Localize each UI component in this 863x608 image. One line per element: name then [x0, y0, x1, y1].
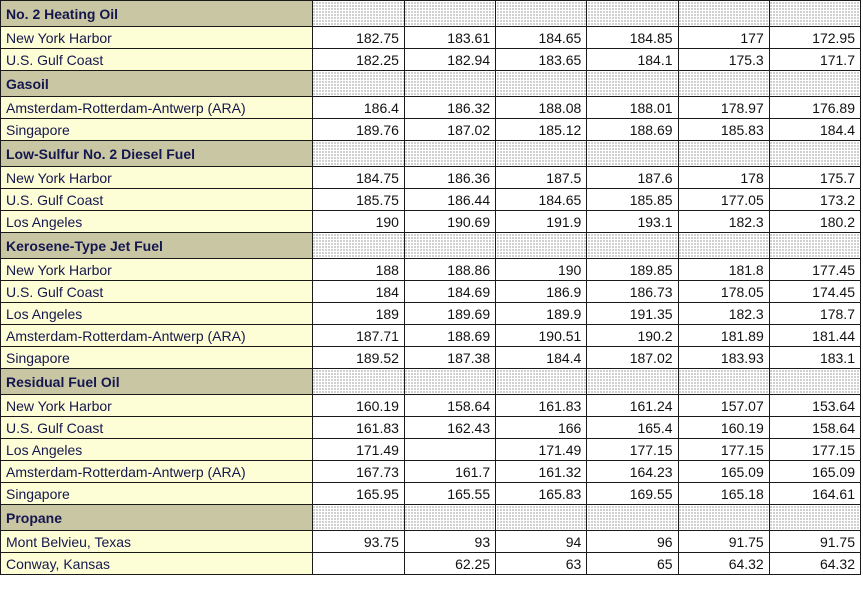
section-fill-cell — [678, 369, 769, 395]
row-label: U.S. Gulf Coast — [1, 417, 313, 439]
table-row — [1, 259, 861, 281]
price-cell: 188.01 — [587, 97, 678, 119]
price-cell: 177 — [678, 27, 769, 49]
section-fill-cell — [587, 141, 678, 167]
price-cell: 96 — [587, 531, 678, 553]
price-cell: 187.38 — [404, 347, 495, 369]
price-cell: 187.5 — [496, 167, 587, 189]
section-fill-cell — [404, 505, 495, 531]
price-cell: 173.2 — [769, 189, 860, 211]
price-cell: 93 — [404, 531, 495, 553]
section-fill-cell — [678, 71, 769, 97]
price-cell: 183.93 — [678, 347, 769, 369]
price-cell: 184.65 — [496, 189, 587, 211]
price-cell: 188.86 — [404, 259, 495, 281]
price-cell: 177.15 — [769, 439, 860, 461]
price-cell: 172.95 — [769, 27, 860, 49]
table-row — [1, 531, 861, 553]
price-cell: 164.23 — [587, 461, 678, 483]
section-fill-cell — [496, 1, 587, 27]
price-cell: 187.6 — [587, 167, 678, 189]
price-cell: 184.4 — [769, 119, 860, 141]
row-label: Los Angeles — [1, 439, 313, 461]
table-row — [1, 439, 861, 461]
price-cell: 183.61 — [404, 27, 495, 49]
section-fill-cell — [404, 233, 495, 259]
price-cell: 185.83 — [678, 119, 769, 141]
price-cell: 181.44 — [769, 325, 860, 347]
section-fill-cell — [769, 369, 860, 395]
price-cell: 161.32 — [496, 461, 587, 483]
price-cell — [312, 553, 404, 575]
price-cell: 175.7 — [769, 167, 860, 189]
row-label: U.S. Gulf Coast — [1, 281, 313, 303]
price-cell: 188.08 — [496, 97, 587, 119]
price-cell: 189 — [312, 303, 404, 325]
table-row — [1, 49, 861, 71]
table-row — [1, 97, 861, 119]
price-cell: 94 — [496, 531, 587, 553]
price-cell: 184.65 — [496, 27, 587, 49]
price-cell: 93.75 — [312, 531, 404, 553]
section-fill-cell — [587, 369, 678, 395]
section-fill-cell — [587, 505, 678, 531]
price-cell: 153.64 — [769, 395, 860, 417]
section-fill-cell — [404, 1, 495, 27]
section-title: Propane — [1, 505, 313, 531]
section-header-row — [1, 369, 861, 395]
table-row — [1, 417, 861, 439]
price-cell: 189.69 — [404, 303, 495, 325]
table-row — [1, 553, 861, 575]
price-cell: 165.09 — [678, 461, 769, 483]
row-label: Singapore — [1, 119, 313, 141]
price-cell: 184.85 — [587, 27, 678, 49]
price-cell: 160.19 — [312, 395, 404, 417]
row-label: Amsterdam-Rotterdam-Antwerp (ARA) — [1, 461, 313, 483]
price-cell: 190 — [496, 259, 587, 281]
section-fill-cell — [769, 505, 860, 531]
price-cell: 171.49 — [312, 439, 404, 461]
section-fill-cell — [312, 141, 404, 167]
section-title: Residual Fuel Oil — [1, 369, 313, 395]
row-label: New York Harbor — [1, 259, 313, 281]
price-cell: 64.32 — [678, 553, 769, 575]
price-cell: 178.05 — [678, 281, 769, 303]
table-row — [1, 281, 861, 303]
price-cell: 184.69 — [404, 281, 495, 303]
section-fill-cell — [312, 1, 404, 27]
price-cell: 178.97 — [678, 97, 769, 119]
price-cell: 184 — [312, 281, 404, 303]
price-cell: 65 — [587, 553, 678, 575]
section-fill-cell — [496, 369, 587, 395]
section-title: Low-Sulfur No. 2 Diesel Fuel — [1, 141, 313, 167]
section-fill-cell — [678, 505, 769, 531]
section-header-row — [1, 1, 861, 27]
price-cell: 165.18 — [678, 483, 769, 505]
price-cell: 185.75 — [312, 189, 404, 211]
price-cell: 177.45 — [769, 259, 860, 281]
row-label: Singapore — [1, 483, 313, 505]
price-cell: 161.83 — [496, 395, 587, 417]
section-fill-cell — [312, 233, 404, 259]
price-cell: 177.15 — [678, 439, 769, 461]
price-cell: 182.3 — [678, 303, 769, 325]
price-cell: 189.76 — [312, 119, 404, 141]
price-cell: 186.4 — [312, 97, 404, 119]
row-label: U.S. Gulf Coast — [1, 49, 313, 71]
price-cell: 187.02 — [587, 347, 678, 369]
price-cell: 181.89 — [678, 325, 769, 347]
table-row — [1, 303, 861, 325]
price-cell: 186.36 — [404, 167, 495, 189]
price-cell: 193.1 — [587, 211, 678, 233]
price-cell: 186.9 — [496, 281, 587, 303]
price-cell: 185.12 — [496, 119, 587, 141]
price-cell: 178.7 — [769, 303, 860, 325]
row-label: New York Harbor — [1, 395, 313, 417]
price-cell: 161.83 — [312, 417, 404, 439]
price-cell: 180.2 — [769, 211, 860, 233]
price-cell: 184.1 — [587, 49, 678, 71]
price-cell: 189.85 — [587, 259, 678, 281]
price-cell: 183.65 — [496, 49, 587, 71]
section-fill-cell — [678, 141, 769, 167]
price-cell: 187.71 — [312, 325, 404, 347]
price-cell: 91.75 — [678, 531, 769, 553]
price-cell: 190.69 — [404, 211, 495, 233]
row-label: U.S. Gulf Coast — [1, 189, 313, 211]
price-cell: 188.69 — [587, 119, 678, 141]
section-fill-cell — [404, 71, 495, 97]
table-row — [1, 461, 861, 483]
price-cell: 190.51 — [496, 325, 587, 347]
section-fill-cell — [496, 233, 587, 259]
price-cell: 91.75 — [769, 531, 860, 553]
price-cell: 182.3 — [678, 211, 769, 233]
price-cell: 184.4 — [496, 347, 587, 369]
price-cell: 177.15 — [587, 439, 678, 461]
section-fill-cell — [678, 1, 769, 27]
row-label: New York Harbor — [1, 167, 313, 189]
price-cell: 191.9 — [496, 211, 587, 233]
table-row — [1, 483, 861, 505]
price-cell: 182.94 — [404, 49, 495, 71]
price-cell: 164.61 — [769, 483, 860, 505]
price-cell: 182.25 — [312, 49, 404, 71]
row-label: Conway, Kansas — [1, 553, 313, 575]
section-fill-cell — [312, 505, 404, 531]
price-cell: 188 — [312, 259, 404, 281]
table-row — [1, 27, 861, 49]
price-cell: 64.32 — [769, 553, 860, 575]
price-cell: 189.9 — [496, 303, 587, 325]
price-cell: 189.52 — [312, 347, 404, 369]
section-title: Gasoil — [1, 71, 313, 97]
price-cell: 162.43 — [404, 417, 495, 439]
price-cell: 157.07 — [678, 395, 769, 417]
price-cell: 62.25 — [404, 553, 495, 575]
price-cell: 185.85 — [587, 189, 678, 211]
section-fill-cell — [587, 1, 678, 27]
table-row — [1, 395, 861, 417]
section-fill-cell — [404, 141, 495, 167]
table-row — [1, 211, 861, 233]
price-cell: 174.45 — [769, 281, 860, 303]
price-cell: 169.55 — [587, 483, 678, 505]
price-cell: 167.73 — [312, 461, 404, 483]
price-cell: 188.69 — [404, 325, 495, 347]
section-title: No. 2 Heating Oil — [1, 1, 313, 27]
section-fill-cell — [678, 233, 769, 259]
price-cell: 165.95 — [312, 483, 404, 505]
section-fill-cell — [496, 71, 587, 97]
price-cell: 183.1 — [769, 347, 860, 369]
row-label: New York Harbor — [1, 27, 313, 49]
row-label: Los Angeles — [1, 211, 313, 233]
price-cell: 186.32 — [404, 97, 495, 119]
price-cell: 165.4 — [587, 417, 678, 439]
section-header-row — [1, 71, 861, 97]
section-fill-cell — [769, 141, 860, 167]
price-cell: 160.19 — [678, 417, 769, 439]
price-cell: 161.24 — [587, 395, 678, 417]
price-cell: 181.8 — [678, 259, 769, 281]
price-cell: 158.64 — [404, 395, 495, 417]
price-cell: 186.44 — [404, 189, 495, 211]
price-cell: 177.05 — [678, 189, 769, 211]
price-cell: 63 — [496, 553, 587, 575]
section-header-row — [1, 505, 861, 531]
section-fill-cell — [769, 1, 860, 27]
price-cell: 165.83 — [496, 483, 587, 505]
price-cell: 171.49 — [496, 439, 587, 461]
table-row — [1, 347, 861, 369]
price-cell: 178 — [678, 167, 769, 189]
section-header-row — [1, 233, 861, 259]
table-row — [1, 167, 861, 189]
section-fill-cell — [769, 233, 860, 259]
section-fill-cell — [496, 141, 587, 167]
price-table-body — [1, 1, 861, 575]
price-cell: 190 — [312, 211, 404, 233]
row-label: Los Angeles — [1, 303, 313, 325]
section-fill-cell — [769, 71, 860, 97]
price-cell: 191.35 — [587, 303, 678, 325]
price-cell: 161.7 — [404, 461, 495, 483]
price-cell: 158.64 — [769, 417, 860, 439]
table-row — [1, 119, 861, 141]
price-cell: 171.7 — [769, 49, 860, 71]
price-cell: 165.09 — [769, 461, 860, 483]
section-fill-cell — [404, 369, 495, 395]
price-cell: 182.75 — [312, 27, 404, 49]
price-cell: 166 — [496, 417, 587, 439]
section-fill-cell — [312, 71, 404, 97]
section-title: Kerosene-Type Jet Fuel — [1, 233, 313, 259]
price-cell: 175.3 — [678, 49, 769, 71]
price-cell — [404, 439, 495, 461]
section-fill-cell — [587, 71, 678, 97]
price-cell: 190.2 — [587, 325, 678, 347]
section-header-row — [1, 141, 861, 167]
row-label: Amsterdam-Rotterdam-Antwerp (ARA) — [1, 325, 313, 347]
section-fill-cell — [587, 233, 678, 259]
section-fill-cell — [496, 505, 587, 531]
price-cell: 176.89 — [769, 97, 860, 119]
price-cell: 186.73 — [587, 281, 678, 303]
price-cell: 184.75 — [312, 167, 404, 189]
table-row — [1, 325, 861, 347]
price-cell: 165.55 — [404, 483, 495, 505]
row-label: Mont Belvieu, Texas — [1, 531, 313, 553]
row-label: Singapore — [1, 347, 313, 369]
row-label: Amsterdam-Rotterdam-Antwerp (ARA) — [1, 97, 313, 119]
price-cell: 187.02 — [404, 119, 495, 141]
table-row — [1, 189, 861, 211]
section-fill-cell — [312, 369, 404, 395]
